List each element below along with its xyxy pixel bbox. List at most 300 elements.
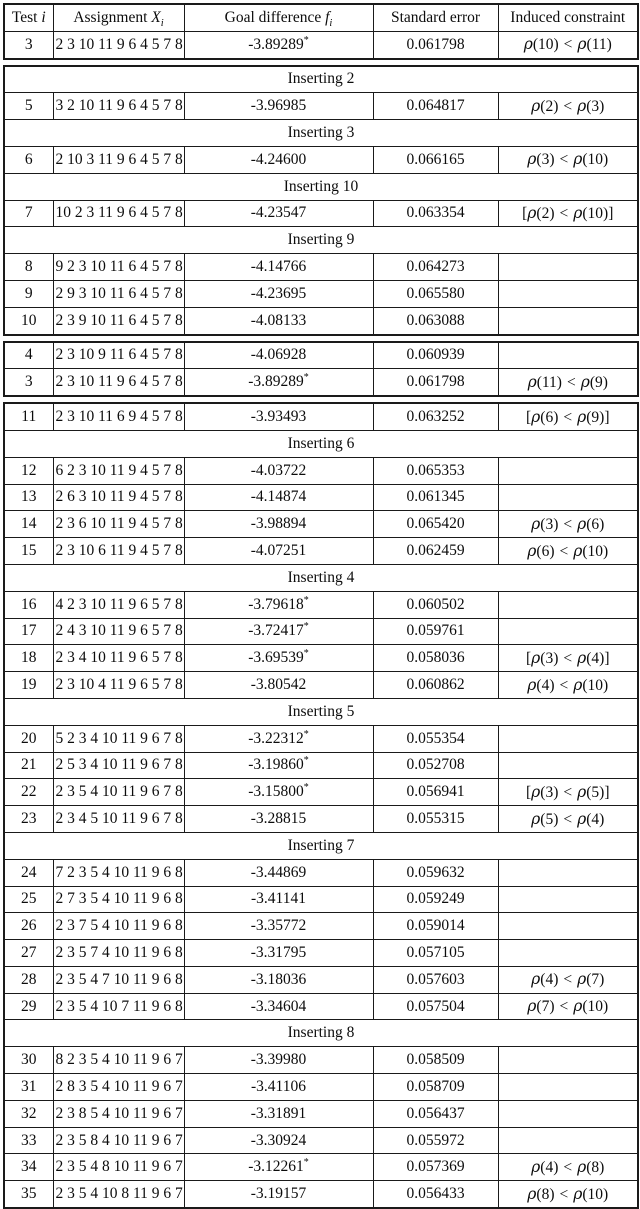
induced-constraint-cell — [498, 591, 638, 618]
test-id-cell: 16 — [4, 591, 53, 618]
header-variable: i — [41, 8, 46, 26]
goal-difference-cell — [184, 511, 373, 538]
rho-symbol: ρ — [577, 96, 587, 115]
less-than-symbol: < — [563, 36, 573, 54]
standard-error-cell: 0.060939 — [373, 342, 498, 369]
rho-symbol: ρ — [531, 809, 541, 828]
induced-constraint-cell: ρ(2) < ρ(3) — [498, 93, 638, 120]
goal-difference-cell — [184, 618, 373, 645]
assignment-cell: 2 3 10 11 6 9 4 5 7 8 — [53, 403, 184, 430]
assignment-cell: 2 3 5 4 7 10 11 9 6 8 — [53, 966, 184, 993]
goal-difference-value: -4.07251 — [250, 542, 307, 560]
test-id-cell: 17 — [4, 618, 53, 645]
goal-difference-value: -3.28815 — [250, 810, 307, 827]
induced-constraint-cell — [498, 342, 638, 369]
goal-difference-cell — [184, 484, 373, 511]
standard-error-cell: 0.063354 — [373, 200, 498, 227]
less-than-symbol: < — [563, 408, 573, 426]
significance-star: * — [303, 728, 309, 740]
rho-symbol: ρ — [577, 970, 587, 989]
significance-star: * — [303, 594, 309, 606]
table-row — [4, 672, 638, 699]
goal-difference-value: -4.14874 — [250, 488, 307, 506]
goal-difference-cell — [184, 672, 373, 699]
rho-symbol: ρ — [531, 96, 541, 115]
goal-difference-value: -3.93493 — [250, 408, 307, 426]
assignment-cell: 2 3 5 7 4 10 11 9 6 8 — [53, 940, 184, 967]
standard-error-cell: 0.057369 — [373, 1154, 498, 1181]
test-id-cell: 22 — [4, 779, 53, 806]
rho-symbol: ρ — [527, 150, 537, 169]
induced-constraint-cell — [498, 484, 638, 511]
goal-difference-value: -3.34604 — [250, 997, 307, 1015]
test-id-cell: 18 — [4, 645, 53, 672]
column-header-2: Assignment $X_i$ — [53, 4, 184, 31]
table-row — [4, 752, 638, 779]
rho-symbol: ρ — [573, 675, 583, 694]
induced-constraint-cell: ρ(11) < ρ(9) — [498, 369, 638, 396]
table-row — [4, 254, 638, 281]
test-id-cell: 27 — [4, 940, 53, 967]
assignment-cell: 10 2 3 11 9 6 4 5 7 8 — [53, 200, 184, 227]
less-than-symbol: < — [559, 676, 569, 694]
table-row — [4, 342, 638, 369]
standard-error-cell: 0.060862 — [373, 672, 498, 699]
assignment-cell: 2 3 9 10 11 6 4 5 7 8 — [53, 307, 184, 334]
significance-star: * — [303, 782, 309, 794]
standard-error-cell: 0.057105 — [373, 940, 498, 967]
induced-constraint-cell: ρ(4) < ρ(7) — [498, 966, 638, 993]
goal-difference-value: -3.22312 — [248, 729, 304, 747]
goal-difference-cell — [184, 1074, 373, 1101]
rho-symbol: ρ — [577, 809, 587, 828]
goal-difference-cell — [184, 342, 373, 369]
table-row — [4, 1047, 638, 1074]
goal-difference-cell — [184, 886, 373, 913]
goal-difference-cell — [184, 993, 373, 1020]
assignment-cell: 2 3 5 4 10 7 11 9 6 8 — [53, 993, 184, 1020]
standard-error-cell: 0.065580 — [373, 280, 498, 307]
test-id-cell: 6 — [4, 146, 53, 173]
table-row — [4, 1127, 638, 1154]
rho-symbol: ρ — [531, 648, 541, 667]
rho-symbol: ρ — [577, 782, 587, 801]
goal-difference-cell — [184, 1100, 373, 1127]
induced-constraint-cell: ρ(3) < ρ(6) — [498, 511, 638, 538]
standard-error-cell: 0.052708 — [373, 752, 498, 779]
standard-error-cell: 0.056941 — [373, 779, 498, 806]
test-id-cell: 25 — [4, 886, 53, 913]
goal-difference-cell — [184, 280, 373, 307]
section-header-row — [4, 1020, 638, 1047]
goal-difference-value: -4.03722 — [250, 461, 307, 479]
induced-constraint-cell — [498, 280, 638, 307]
goal-difference-value: -3.19860 — [248, 756, 304, 774]
assignment-cell: 2 3 10 4 11 9 6 5 7 8 — [53, 672, 184, 699]
section-header-cell: Inserting 3 — [4, 120, 638, 147]
table-row — [4, 403, 638, 430]
test-id-cell: 33 — [4, 1127, 53, 1154]
standard-error-cell: 0.056433 — [373, 1181, 498, 1208]
header-variable-subscript: i — [160, 17, 164, 29]
goal-difference-value: -3.98894 — [250, 515, 307, 533]
assignment-cell: 2 3 5 4 10 8 11 9 6 7 — [53, 1181, 184, 1208]
assignment-cell: 2 3 5 4 8 10 11 9 6 7 — [53, 1154, 184, 1181]
column-header-1: Test i — [4, 4, 53, 31]
assignment-cell: 2 9 3 10 11 6 4 5 7 8 — [53, 280, 184, 307]
goal-difference-value: -3.31891 — [250, 1104, 307, 1122]
test-id-cell: 30 — [4, 1047, 53, 1074]
test-id-cell: 13 — [4, 484, 53, 511]
rho-symbol: ρ — [527, 675, 537, 694]
goal-difference-cell — [184, 591, 373, 618]
standard-error-cell: 0.059761 — [373, 618, 498, 645]
rho-symbol: ρ — [527, 203, 537, 222]
section-header-cell: Inserting 4 — [4, 564, 638, 591]
table-row — [4, 645, 638, 672]
rho-symbol: ρ — [531, 407, 541, 426]
induced-constraint-cell — [498, 1127, 638, 1154]
significance-star: * — [303, 372, 309, 384]
goal-difference-cell — [184, 538, 373, 565]
goal-difference-cell — [184, 752, 373, 779]
rho-symbol: ρ — [577, 1157, 587, 1176]
induced-constraint-cell: ρ(4) < ρ(10) — [498, 672, 638, 699]
induced-constraint-cell — [498, 1047, 638, 1074]
column-header-row — [4, 4, 638, 31]
table-row — [4, 511, 638, 538]
table-row — [4, 1100, 638, 1127]
test-id-cell: 11 — [4, 403, 53, 430]
section-header-cell: Inserting 9 — [4, 227, 638, 254]
goal-difference-value: -3.39980 — [250, 1051, 307, 1069]
column-header-5: Induced constraint — [498, 4, 638, 31]
standard-error-cell: 0.064817 — [373, 93, 498, 120]
assignment-cell: 2 3 6 10 11 9 4 5 7 8 — [53, 511, 184, 538]
significance-star: * — [303, 34, 309, 46]
test-id-cell: 29 — [4, 993, 53, 1020]
goal-difference-value: -3.80542 — [250, 676, 307, 694]
standard-error-cell: 0.061798 — [373, 31, 498, 58]
standard-error-cell: 0.058509 — [373, 1047, 498, 1074]
rho-symbol: ρ — [577, 514, 587, 533]
standard-error-cell: 0.065353 — [373, 457, 498, 484]
goal-difference-cell — [184, 457, 373, 484]
section-header-cell: Inserting 5 — [4, 698, 638, 725]
section-header-row — [4, 227, 638, 254]
rho-symbol: ρ — [531, 1157, 541, 1176]
standard-error-cell: 0.060502 — [373, 591, 498, 618]
rho-symbol: ρ — [573, 1184, 583, 1203]
goal-difference-cell — [184, 779, 373, 806]
goal-difference-cell — [184, 254, 373, 281]
induced-constraint-cell — [498, 859, 638, 886]
induced-constraint-cell: ρ(5) < ρ(4) — [498, 806, 638, 833]
less-than-symbol: < — [563, 515, 573, 533]
results-table-block-4 — [3, 402, 639, 1209]
induced-constraint-cell: ρ(6) < ρ(10) — [498, 538, 638, 565]
goal-difference-value: -4.08133 — [250, 311, 307, 329]
assignment-cell: 9 2 3 10 11 6 4 5 7 8 — [53, 254, 184, 281]
section-header-row — [4, 832, 638, 859]
rho-symbol: ρ — [573, 150, 583, 169]
goal-difference-value: -3.44869 — [250, 863, 307, 881]
goal-difference-value: -3.12261 — [248, 1158, 304, 1176]
goal-difference-cell — [184, 859, 373, 886]
goal-difference-value: -3.89289 — [248, 373, 304, 391]
standard-error-cell: 0.066165 — [373, 146, 498, 173]
assignment-cell: 2 7 3 5 4 10 11 9 6 8 — [53, 886, 184, 913]
assignment-cell: 2 6 3 10 11 9 4 5 7 8 — [53, 484, 184, 511]
induced-constraint-cell: ρ(7) < ρ(10) — [498, 993, 638, 1020]
section-header-cell: Inserting 10 — [4, 173, 638, 200]
rho-symbol: ρ — [531, 782, 541, 801]
test-id-cell: 35 — [4, 1181, 53, 1208]
induced-constraint-cell: [ρ(3) < ρ(5)] — [498, 779, 638, 806]
test-id-cell: 24 — [4, 859, 53, 886]
table-row — [4, 1181, 638, 1208]
table-row — [4, 913, 638, 940]
standard-error-cell: 0.056437 — [373, 1100, 498, 1127]
table-row — [4, 1154, 638, 1181]
goal-difference-cell — [184, 146, 373, 173]
assignment-cell: 3 2 10 11 9 6 4 5 7 8 — [53, 93, 184, 120]
standard-error-cell: 0.063252 — [373, 403, 498, 430]
induced-constraint-cell — [498, 725, 638, 752]
goal-difference-cell — [184, 1127, 373, 1154]
assignment-cell: 2 3 10 6 11 9 4 5 7 8 — [53, 538, 184, 565]
test-id-cell: 5 — [4, 93, 53, 120]
rho-symbol: ρ — [573, 541, 583, 560]
goal-difference-cell — [184, 806, 373, 833]
section-header-cell: Inserting 6 — [4, 430, 638, 457]
rho-symbol: ρ — [577, 648, 587, 667]
rho-symbol: ρ — [527, 372, 537, 391]
standard-error-cell: 0.055972 — [373, 1127, 498, 1154]
standard-error-cell: 0.058036 — [373, 645, 498, 672]
assignment-cell: 2 3 5 4 10 11 9 6 7 8 — [53, 779, 184, 806]
test-id-cell: 32 — [4, 1100, 53, 1127]
assignment-cell: 2 3 4 5 10 11 9 6 7 8 — [53, 806, 184, 833]
less-than-symbol: < — [563, 1158, 573, 1176]
goal-difference-cell — [184, 93, 373, 120]
rho-symbol: ρ — [531, 514, 541, 533]
goal-difference-value: -4.23695 — [250, 284, 307, 302]
rho-symbol: ρ — [527, 541, 537, 560]
column-header-4: Standard error — [373, 4, 498, 31]
section-header-row — [4, 564, 638, 591]
table-row — [4, 618, 638, 645]
goal-difference-cell — [184, 1181, 373, 1208]
table-row — [4, 93, 638, 120]
standard-error-cell: 0.062459 — [373, 538, 498, 565]
section-header-row — [4, 173, 638, 200]
test-id-cell: 23 — [4, 806, 53, 833]
assignment-cell: 2 8 3 5 4 10 11 9 6 7 — [53, 1074, 184, 1101]
standard-error-cell: 0.058709 — [373, 1074, 498, 1101]
test-id-cell: 15 — [4, 538, 53, 565]
test-id-cell: 8 — [4, 254, 53, 281]
goal-difference-cell — [184, 200, 373, 227]
goal-difference-value: -3.41141 — [251, 890, 306, 908]
standard-error-cell: 0.057504 — [373, 993, 498, 1020]
table-row — [4, 307, 638, 334]
induced-constraint-cell — [498, 254, 638, 281]
table-row — [4, 31, 638, 58]
induced-constraint-cell — [498, 457, 638, 484]
goal-difference-value: -4.06928 — [250, 346, 307, 364]
assignment-cell: 2 10 3 11 9 6 4 5 7 8 — [53, 146, 184, 173]
goal-difference-cell — [184, 913, 373, 940]
less-than-symbol: < — [559, 151, 569, 169]
induced-constraint-cell: ρ(8) < ρ(10) — [498, 1181, 638, 1208]
assignment-cell: 2 3 8 5 4 10 11 9 6 7 — [53, 1100, 184, 1127]
rho-symbol: ρ — [527, 1184, 537, 1203]
goal-difference-cell — [184, 1154, 373, 1181]
standard-error-cell: 0.061345 — [373, 484, 498, 511]
standard-error-cell: 0.061798 — [373, 369, 498, 396]
goal-difference-value: -3.72417 — [248, 622, 304, 640]
column-header-3: Goal difference $f_i$ — [184, 4, 373, 31]
table-row — [4, 940, 638, 967]
less-than-symbol: < — [559, 542, 569, 560]
standard-error-cell: 0.063088 — [373, 307, 498, 334]
table-row — [4, 146, 638, 173]
induced-constraint-cell — [498, 886, 638, 913]
test-id-cell: 31 — [4, 1074, 53, 1101]
less-than-symbol: < — [559, 204, 569, 222]
test-id-cell: 3 — [4, 369, 53, 396]
goal-difference-cell — [184, 1047, 373, 1074]
less-than-symbol: < — [563, 649, 573, 667]
assignment-cell: 2 3 10 11 9 6 4 5 7 8 — [53, 369, 184, 396]
induced-constraint-cell — [498, 752, 638, 779]
table-row — [4, 966, 638, 993]
section-header-row — [4, 66, 638, 93]
goal-difference-value: -3.18036 — [250, 970, 307, 988]
goal-difference-value: -4.24600 — [250, 150, 307, 168]
assignment-cell: 2 3 10 9 11 6 4 5 7 8 — [53, 342, 184, 369]
goal-difference-cell — [184, 940, 373, 967]
header-variable-subscript: i — [329, 17, 333, 29]
section-header-row — [4, 698, 638, 725]
induced-constraint-cell — [498, 940, 638, 967]
less-than-symbol: < — [563, 783, 573, 801]
table-row — [4, 457, 638, 484]
table-row — [4, 859, 638, 886]
standard-error-cell: 0.064273 — [373, 254, 498, 281]
goal-difference-value: -4.14766 — [250, 258, 307, 276]
less-than-symbol: < — [563, 97, 573, 115]
less-than-symbol: < — [566, 373, 576, 391]
goal-difference-cell — [184, 31, 373, 58]
table-row — [4, 484, 638, 511]
goal-difference-value: -3.31795 — [250, 943, 307, 961]
test-id-cell: 3 — [4, 31, 53, 58]
assignment-cell: 8 2 3 5 4 10 11 9 6 7 — [53, 1047, 184, 1074]
table-row — [4, 806, 638, 833]
goal-difference-cell — [184, 307, 373, 334]
goal-difference-value: -3.79618 — [248, 595, 304, 613]
assignment-cell: 2 4 3 10 11 9 6 5 7 8 — [53, 618, 184, 645]
table-row — [4, 993, 638, 1020]
goal-difference-cell — [184, 369, 373, 396]
goal-difference-value: -3.96985 — [250, 97, 307, 115]
less-than-symbol: < — [559, 998, 569, 1016]
goal-difference-cell — [184, 966, 373, 993]
goal-difference-value: -4.23547 — [250, 204, 307, 222]
rho-symbol: ρ — [577, 35, 587, 54]
less-than-symbol: < — [563, 971, 573, 989]
assignment-cell: 6 2 3 10 11 9 4 5 7 8 — [53, 457, 184, 484]
goal-difference-value: -3.35772 — [250, 917, 307, 935]
test-id-cell: 4 — [4, 342, 53, 369]
significance-star: * — [303, 1157, 309, 1169]
goal-difference-value: -3.41106 — [251, 1077, 306, 1095]
table-row — [4, 1074, 638, 1101]
less-than-symbol: < — [559, 1185, 569, 1203]
assignment-cell: 2 3 10 11 9 6 4 5 7 8 — [53, 31, 184, 58]
goal-difference-value: -3.19157 — [250, 1185, 307, 1203]
table-row — [4, 280, 638, 307]
table-row — [4, 591, 638, 618]
test-id-cell: 14 — [4, 511, 53, 538]
standard-error-cell: 0.059014 — [373, 913, 498, 940]
goal-difference-cell — [184, 403, 373, 430]
assignment-cell: 2 3 4 10 11 9 6 5 7 8 — [53, 645, 184, 672]
less-than-symbol: < — [563, 810, 573, 828]
standard-error-cell: 0.055315 — [373, 806, 498, 833]
results-table-block-3 — [3, 341, 639, 398]
induced-constraint-cell — [498, 1074, 638, 1101]
induced-constraint-cell: ρ(10) < ρ(11) — [498, 31, 638, 58]
table-row — [4, 538, 638, 565]
results-table-block-2 — [3, 65, 639, 336]
test-id-cell: 10 — [4, 307, 53, 334]
test-id-cell: 26 — [4, 913, 53, 940]
standard-error-cell: 0.057603 — [373, 966, 498, 993]
section-header-row — [4, 120, 638, 147]
induced-constraint-cell — [498, 913, 638, 940]
assignment-cell: 4 2 3 10 11 9 6 5 7 8 — [53, 591, 184, 618]
rho-symbol: ρ — [527, 997, 537, 1016]
test-id-cell: 12 — [4, 457, 53, 484]
table-row — [4, 200, 638, 227]
test-id-cell: 28 — [4, 966, 53, 993]
rho-symbol: ρ — [580, 372, 590, 391]
goal-difference-value: -3.89289 — [248, 35, 304, 53]
induced-constraint-cell: [ρ(2) < ρ(10)] — [498, 200, 638, 227]
significance-star: * — [303, 621, 309, 633]
test-id-cell: 19 — [4, 672, 53, 699]
table-row — [4, 779, 638, 806]
assignment-cell: 2 3 5 8 4 10 11 9 6 7 — [53, 1127, 184, 1154]
test-id-cell: 9 — [4, 280, 53, 307]
standard-error-cell: 0.059249 — [373, 886, 498, 913]
table-row — [4, 725, 638, 752]
test-id-cell: 21 — [4, 752, 53, 779]
goal-difference-cell — [184, 645, 373, 672]
induced-constraint-cell: [ρ(6) < ρ(9)] — [498, 403, 638, 430]
rho-symbol: ρ — [577, 407, 587, 426]
assignment-cell: 5 2 3 4 10 11 9 6 7 8 — [53, 725, 184, 752]
assignment-cell: 2 3 7 5 4 10 11 9 6 8 — [53, 913, 184, 940]
induced-constraint-cell: [ρ(3) < ρ(4)] — [498, 645, 638, 672]
rho-symbol: ρ — [531, 970, 541, 989]
standard-error-cell: 0.055354 — [373, 725, 498, 752]
rho-symbol: ρ — [573, 997, 583, 1016]
test-id-cell: 20 — [4, 725, 53, 752]
